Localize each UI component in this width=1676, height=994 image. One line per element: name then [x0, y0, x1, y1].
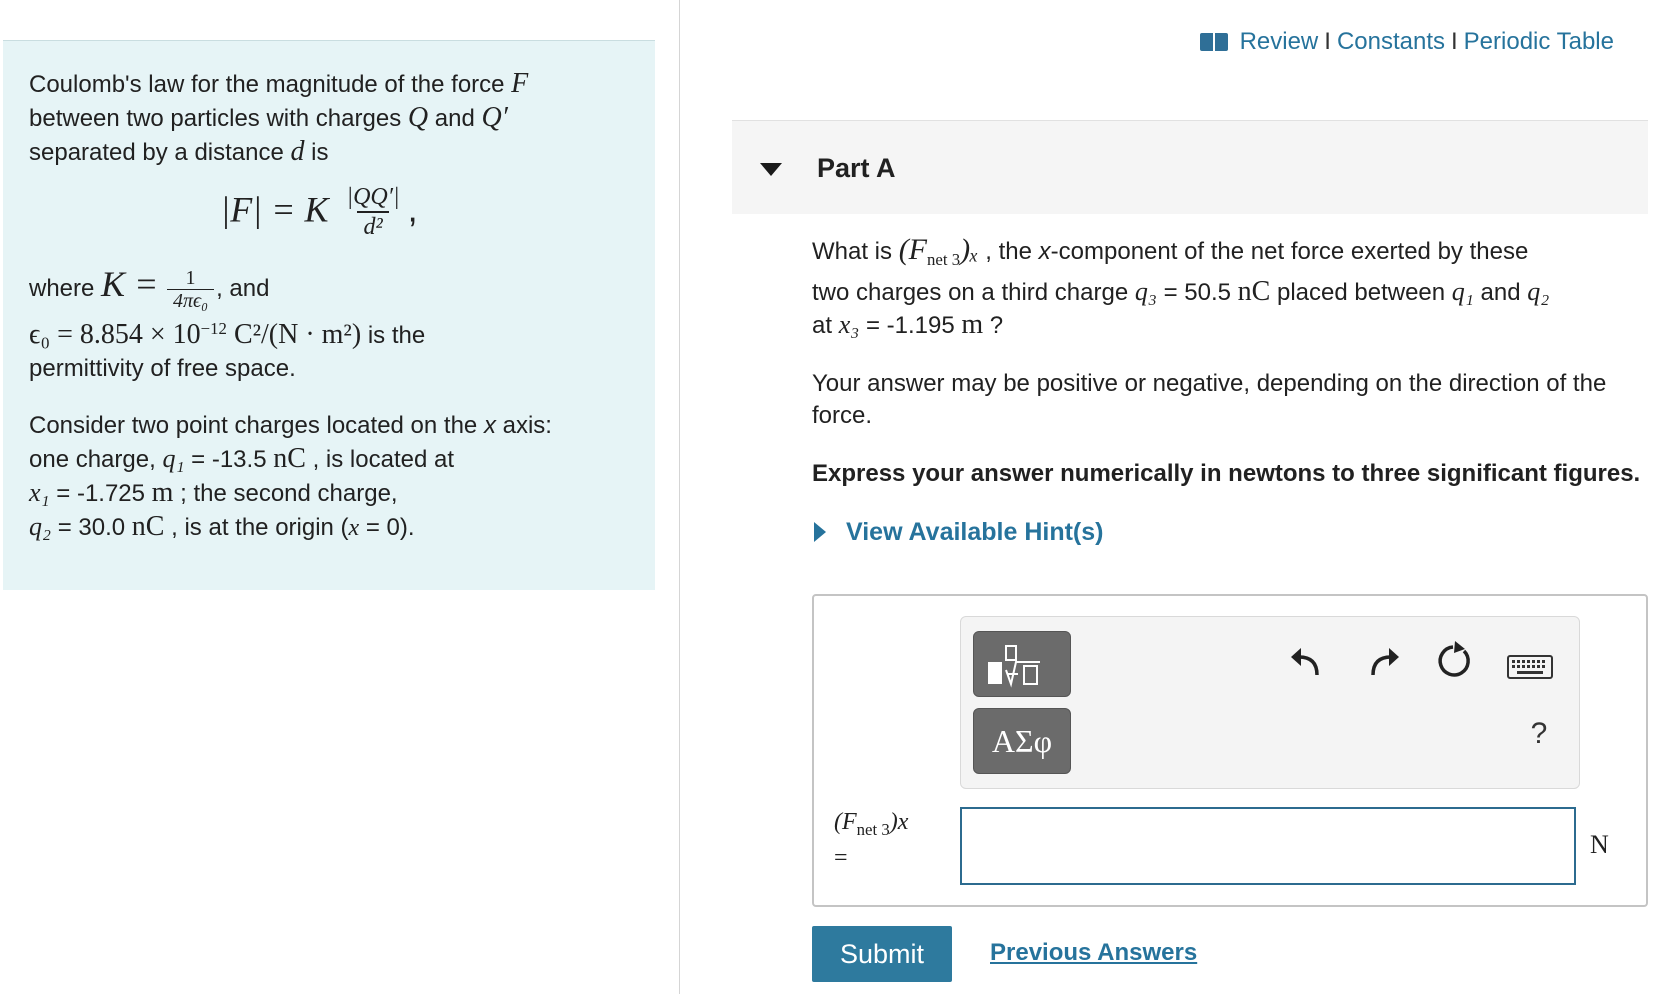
- panel-divider: [679, 0, 680, 994]
- submit-button[interactable]: Submit: [812, 926, 952, 982]
- answer-input[interactable]: [960, 807, 1576, 885]
- charges-description: Consider two point charges located on the x axis: one charge, q₁ = -13.5 nC , is located at x₁ = -1.725 m ; the second charge, q₂ = 30.0 nC , is at the origin (x = 0).: [29, 412, 552, 542]
- answer-box: [812, 594, 1648, 907]
- keyboard-icon[interactable]: [1507, 655, 1553, 679]
- help-icon[interactable]: ?: [1530, 717, 1548, 750]
- question-text: What is $(F_{net 3})_x$ , the x-component of the net force exerted by these two charges on a third charge q₃ = 50.5 nC placed between q₁ and q₂ at x₃ = -1.195 m ?: [812, 233, 1550, 340]
- collapse-triangle-icon[interactable]: [760, 163, 782, 176]
- answer-label: $(F_{net 3})x$ =: [834, 809, 909, 871]
- templates-icon: [982, 638, 1062, 690]
- math-toolbar: [960, 616, 1580, 789]
- answer-unit: N: [1590, 830, 1609, 859]
- constant-definition: where K = $\frac{1}{\text{4πϵ₀}}$ , and $\epsilon_0 = 8.854 \times 10^{-12}$ C²/(N · m²) is the permittivity of free space.: [29, 263, 426, 382]
- templates-button[interactable]: [973, 631, 1071, 697]
- part-header[interactable]: [732, 120, 1648, 214]
- redo-icon[interactable]: [1363, 641, 1403, 681]
- coulomb-intro: Coulomb's law for the magnitude of the force F between two particles with charges Q and Q′ separated by a distance d is: [29, 68, 529, 167]
- reset-icon[interactable]: [1431, 639, 1475, 683]
- answer-instruction: Express your answer numerically in newtons to three significant figures.: [812, 459, 1641, 487]
- review-link[interactable]: Review: [1239, 28, 1319, 55]
- question-area: [812, 234, 1642, 548]
- constants-link[interactable]: Constants: [1336, 28, 1445, 55]
- view-hints-toggle[interactable]: View Available Hint(s): [812, 516, 1642, 548]
- answer-note: Your answer may be positive or negative, depending on the direction of the force.: [812, 369, 1607, 429]
- previous-answers-link[interactable]: Previous Answers: [990, 939, 1198, 966]
- greek-symbols-button[interactable]: ΑΣφ: [973, 708, 1071, 774]
- info-panel: [3, 40, 655, 590]
- part-title: Part A: [817, 153, 896, 183]
- undo-icon[interactable]: [1287, 641, 1327, 681]
- header-links: Review I Constants I Periodic Table: [1200, 28, 1614, 56]
- coulomb-formula: |F| = K $\frac{|QQ'|}{\text{d²}}$ ,: [220, 184, 418, 240]
- book-icon: [1200, 33, 1228, 51]
- periodic-table-link[interactable]: Periodic Table: [1463, 28, 1614, 55]
- expand-triangle-icon: [814, 522, 826, 542]
